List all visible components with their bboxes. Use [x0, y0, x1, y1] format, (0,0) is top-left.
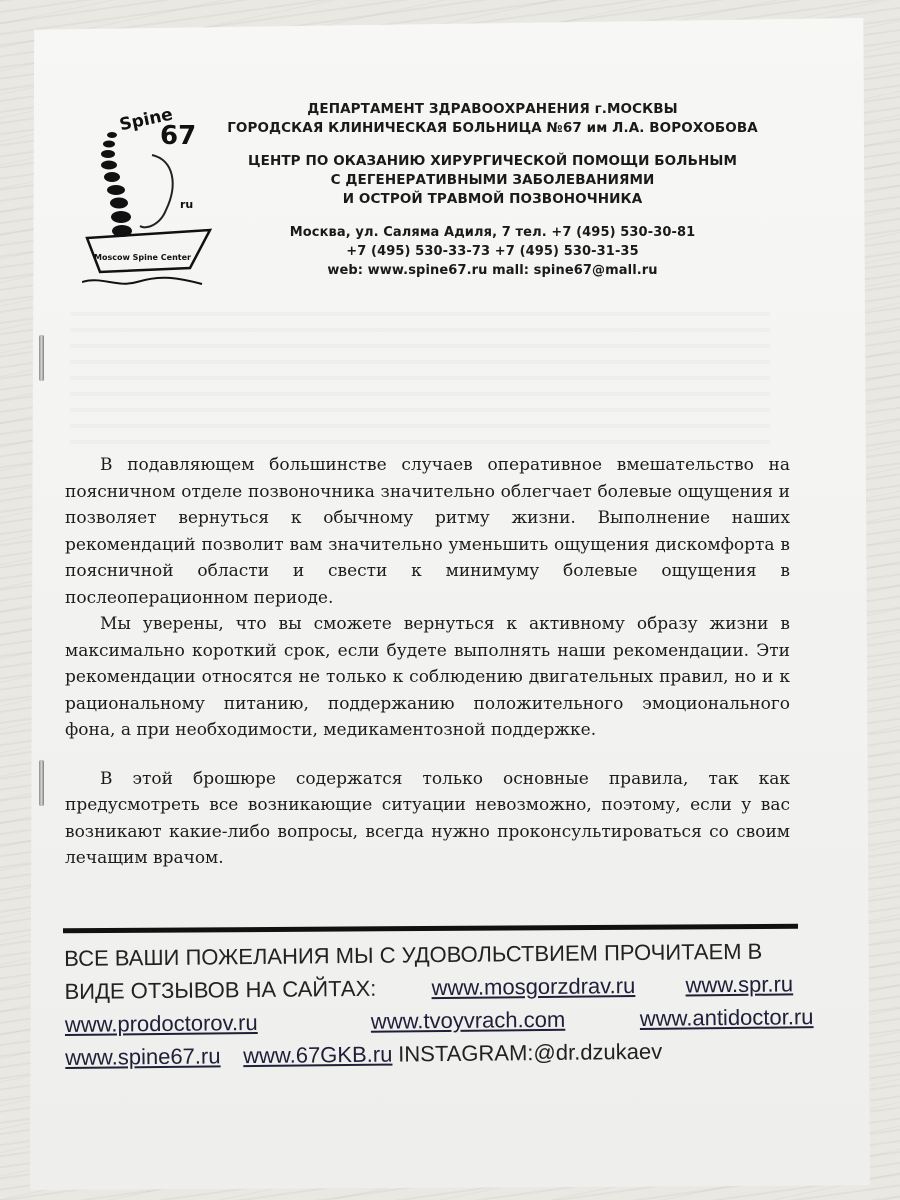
brochure-body: [65, 452, 790, 872]
staple-top: [39, 335, 44, 381]
center-line-3: И ОСТРОЙ ТРАВМОЙ ПОЗВОНОЧНИКА: [342, 191, 643, 207]
show-through-text-shadow: [70, 300, 770, 450]
spine-ship-logo-icon: [82, 100, 222, 300]
center-line-2: С ДЕГЕНЕРАТИВНЫМИ ЗАБОЛЕВАНИЯМИ: [330, 172, 655, 188]
logo-suffix: ru: [180, 198, 194, 211]
link-spr[interactable]: www.spr.ru: [685, 971, 794, 998]
feedback-intro-2: ВИДЕ ОТЗЫВОВ НА САЙТАХ:: [64, 975, 377, 1004]
link-67gkb[interactable]: www.67GKB.ru: [243, 1041, 393, 1069]
link-spine67[interactable]: www.spine67.ru: [65, 1043, 221, 1070]
letterhead: [215, 100, 770, 280]
spine-vertebrae-icon: [101, 132, 132, 237]
address-line: Москва, ул. Саляма Адиля, 7 тел. +7 (495) 530-30-81: [289, 225, 696, 240]
hospital-line: ГОРОДСКАЯ КЛИНИЧЕСКАЯ БОЛЬНИЦА №67 им Л.А. ВОРОХОБОВА: [227, 120, 758, 136]
staple-bottom: [39, 760, 44, 806]
feedback-footer: [64, 934, 825, 1074]
logo-number: 67: [160, 121, 197, 151]
logo-brand: Spine: [117, 104, 175, 136]
logo-caption: Moscow Spine Center: [94, 253, 191, 262]
phones-line: +7 (495) 530-33-73 +7 (495) 530-31-35: [346, 244, 639, 259]
link-prodoctorov[interactable]: www.prodoctorov.ru: [64, 1009, 258, 1037]
link-mosgorzdrav[interactable]: www.mosgorzdrav.ru: [431, 973, 636, 1001]
ship-hull-icon: [87, 230, 210, 272]
paragraph-3: В этой брошюре содержатся только основные правила, так как предусмотреть все возникающие ситуации невозможно, поэтому, если у вас возникают какие-либо вопросы, всегда нужно проконсультироваться со своим лечащим врачом.: [65, 768, 790, 868]
link-antidoctor[interactable]: www.antidoctor.ru: [639, 1004, 814, 1031]
paragraph-1: В подавляющем большинстве случаев оперативное вмешательство на поясничном отделе позвоночника значительно облегчает болевые ощущения и позволяет вернуться к обычному ритму жизни. Выполнение наших рекомендаций позволит вам значительно уменьшить ощущения дискомфорта в поясничной области и свести к минимуму болевые ощущения в послеоперационном периоде.: [65, 455, 790, 608]
wave-icon: [82, 278, 202, 284]
department-line: ДЕПАРТАМЕНТ ЗДРАВООХРАНЕНИЯ г.МОСКВЫ: [307, 101, 678, 117]
instagram-handle: INSTAGRAM:@dr.dzukaev: [398, 1038, 663, 1067]
center-line-1: ЦЕНТР ПО ОКАЗАНИЮ ХИРУРГИЧЕСКОЙ ПОМОЩИ БОЛЬНЫМ: [248, 153, 737, 169]
link-tvoyvrach[interactable]: www.tvoyvrach.com: [370, 1006, 566, 1034]
web-mail-line: web: www.spine67.ru mall: spine67@mall.ru: [327, 263, 658, 278]
paragraph-2: Мы уверены, что вы сможете вернуться к активному образу жизни в максимально короткий срок, если будете выполнять наши рекомендации. Эти рекомендации относятся не только к соблюдению двигательных правил, но и к рациональному питанию, поддержанию положительного эмоционального фона, а при необходимости, медикаментозной поддержке.: [65, 614, 790, 740]
feedback-intro-1: ВСЕ ВАШИ ПОЖЕЛАНИЯ МЫ С УДОВОЛЬСТВИЕМ ПРОЧИТАЕМ В: [64, 938, 763, 971]
